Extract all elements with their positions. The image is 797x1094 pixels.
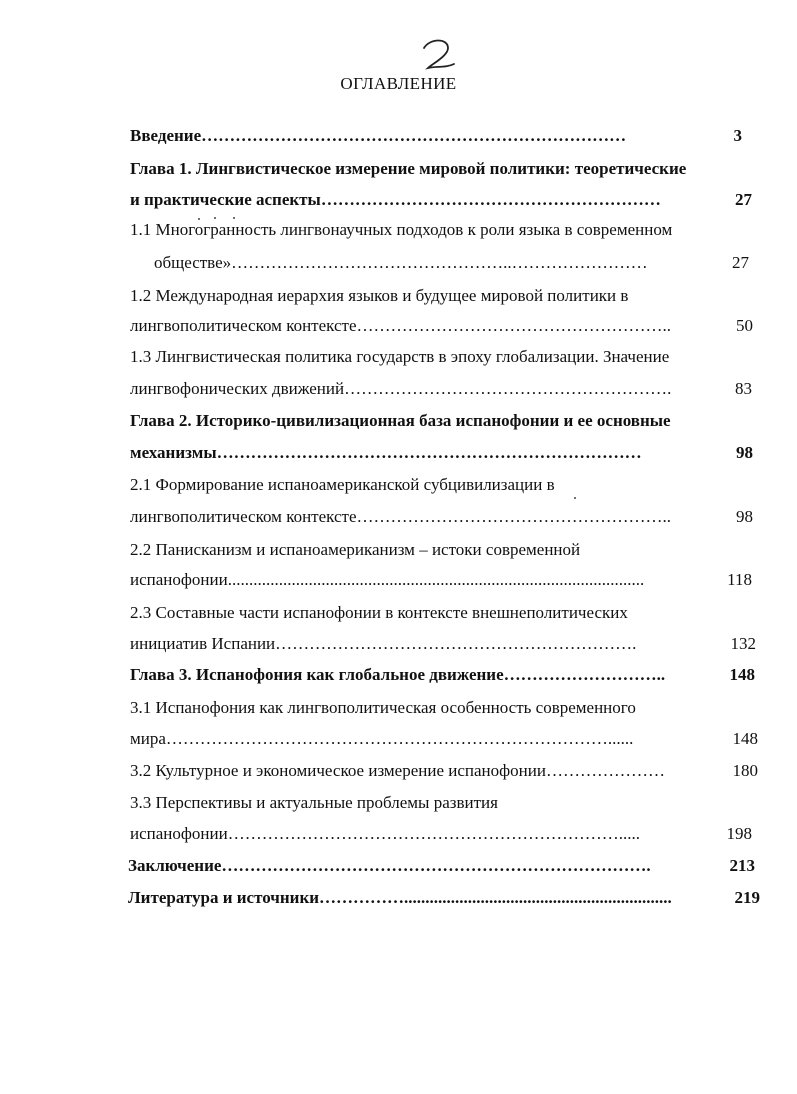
toc-entry-1-3-line-2 — [130, 377, 752, 401]
toc-page-number: 219 — [734, 888, 760, 907]
toc-label: испанофонии — [130, 570, 228, 589]
toc-label: 3.1 Испанофония как лингвополитическая особенность современного — [130, 698, 636, 717]
handwritten-page-number — [418, 34, 462, 74]
toc-entry-chapter-1-line-1 — [130, 157, 770, 181]
toc-entry-introduction — [130, 124, 742, 148]
toc-entry-2-3-line-1 — [130, 601, 770, 625]
toc-page-number: 198 — [726, 824, 752, 843]
toc-label: 2.2 Панисканизм и испаноамериканизм – истоки современной — [130, 540, 581, 559]
toc-leader: …………………………………………………. — [344, 379, 672, 398]
toc-leader: …………………………………………………… — [320, 190, 661, 209]
toc-label: лингвофонических движений — [130, 379, 345, 398]
toc-entry-1-1-line-2 — [154, 251, 749, 275]
toc-entry-1-2-line-1 — [130, 284, 770, 308]
toc-leader: ………………………………………………………………… — [216, 443, 642, 462]
toc-label: лингвополитическом контексте — [130, 507, 357, 526]
toc-entry-3-2 — [130, 759, 758, 783]
toc-page-number: 27 — [732, 253, 749, 272]
toc-label: мира — [130, 729, 166, 748]
toc-page-number: 50 — [736, 316, 753, 335]
toc-leader: ………………… — [545, 761, 665, 780]
page-title: ОГЛАВЛЕНИЕ — [340, 74, 457, 93]
toc-entry-chapter-1-line-2 — [130, 188, 752, 212]
toc-leader: ……………………………………………….. — [356, 507, 672, 526]
toc-label: 1.1 Многогранность лингвонаучных подходов к роли языка в современном — [130, 220, 673, 239]
scan-speck — [214, 217, 216, 219]
toc-leader: ……………………………………………………………………...... — [165, 729, 634, 748]
toc-label: Глава 1. Лингвистическое измерение мировой политики: теоретические — [130, 159, 687, 178]
toc-page-number: 180 — [732, 761, 758, 780]
toc-page-number: 213 — [729, 856, 755, 875]
toc-entry-1-3-line-1 — [130, 345, 770, 369]
toc-entry-chapter-2-line-2 — [130, 441, 753, 465]
toc-page-number: 98 — [736, 443, 753, 462]
toc-leader: ……………………………………………………………..... — [227, 824, 640, 843]
toc-entry-2-2-line-2 — [130, 568, 752, 592]
toc-entry-3-1-line-1 — [130, 696, 770, 720]
toc-label: 2.3 Составные части испанофонии в контексте внешнеполитических — [130, 603, 628, 622]
toc-page-number: 148 — [729, 665, 755, 684]
toc-label: лингвополитическом контексте — [130, 316, 357, 335]
toc-label: Литература и источники — [128, 888, 320, 907]
toc-page-number: 98 — [736, 507, 753, 526]
toc-label: Глава 2. Историко-цивилизационная база испанофонии и ее основные — [130, 411, 671, 430]
toc-leader: …………………………………………………………………. — [221, 856, 651, 875]
scan-speck — [574, 497, 576, 499]
toc-entry-chapter-2-line-1 — [130, 409, 770, 433]
toc-page-number: 118 — [727, 570, 752, 589]
toc-label: испанофонии — [130, 824, 228, 843]
toc-label: Заключение — [128, 856, 222, 875]
toc-entry-2-3-line-2 — [130, 632, 756, 656]
toc-entry-1-1-line-1 — [130, 218, 770, 242]
toc-leader: …………………………………………..…………………… — [231, 253, 648, 272]
toc-leader: ………………………………………………………. — [275, 634, 637, 653]
toc-leader: ………………………………………………………………… — [201, 126, 627, 145]
toc-entry-1-2-line-2 — [130, 314, 753, 338]
toc-label: и практические аспекты — [130, 190, 321, 209]
scan-speck — [233, 217, 235, 219]
toc-entry-2-1-line-1 — [130, 473, 770, 497]
toc-page-number: 132 — [730, 634, 756, 653]
toc-leader: .................................................................................................. — [227, 570, 645, 589]
toc-label: инициатив Испании — [130, 634, 276, 653]
toc-leader: ……………………………………………….. — [356, 316, 672, 335]
toc-leader: ……………............................................................... — [319, 888, 672, 907]
toc-entry-chapter-3 — [130, 663, 755, 687]
toc-label: Введение — [130, 126, 202, 145]
toc-label: 1.2 Международная иерархия языков и будущее мировой политики в — [130, 286, 629, 305]
toc-label: 3.3 Перспективы и актуальные проблемы развития — [130, 793, 498, 812]
toc-entry-2-1-line-2 — [130, 505, 753, 529]
toc-page-number: 148 — [732, 729, 758, 748]
toc-entry-3-1-line-2 — [130, 727, 758, 751]
toc-entry-references — [128, 886, 760, 910]
scan-speck — [198, 218, 200, 220]
toc-leader: ……………………….. — [503, 665, 666, 684]
toc-entry-2-2-line-1 — [130, 538, 770, 562]
toc-label: механизмы — [130, 443, 217, 462]
toc-label: обществе» — [154, 253, 232, 272]
toc-page-number: 27 — [735, 190, 752, 209]
toc-page-number: 83 — [735, 379, 752, 398]
toc-entry-conclusion — [128, 854, 755, 878]
toc-label: 1.3 Лингвистическая политика государств в эпоху глобализации. Значение — [130, 347, 670, 366]
toc-entry-3-3-line-2 — [130, 822, 752, 846]
toc-page-number: 3 — [733, 126, 742, 145]
toc-label: 3.2 Культурное и экономическое измерение испанофонии — [130, 761, 546, 780]
toc-label: 2.1 Формирование испаноамериканской субцивилизации в — [130, 475, 555, 494]
toc-label: Глава 3. Испанофония как глобальное движение — [130, 665, 504, 684]
toc-entry-3-3-line-1 — [130, 791, 770, 815]
